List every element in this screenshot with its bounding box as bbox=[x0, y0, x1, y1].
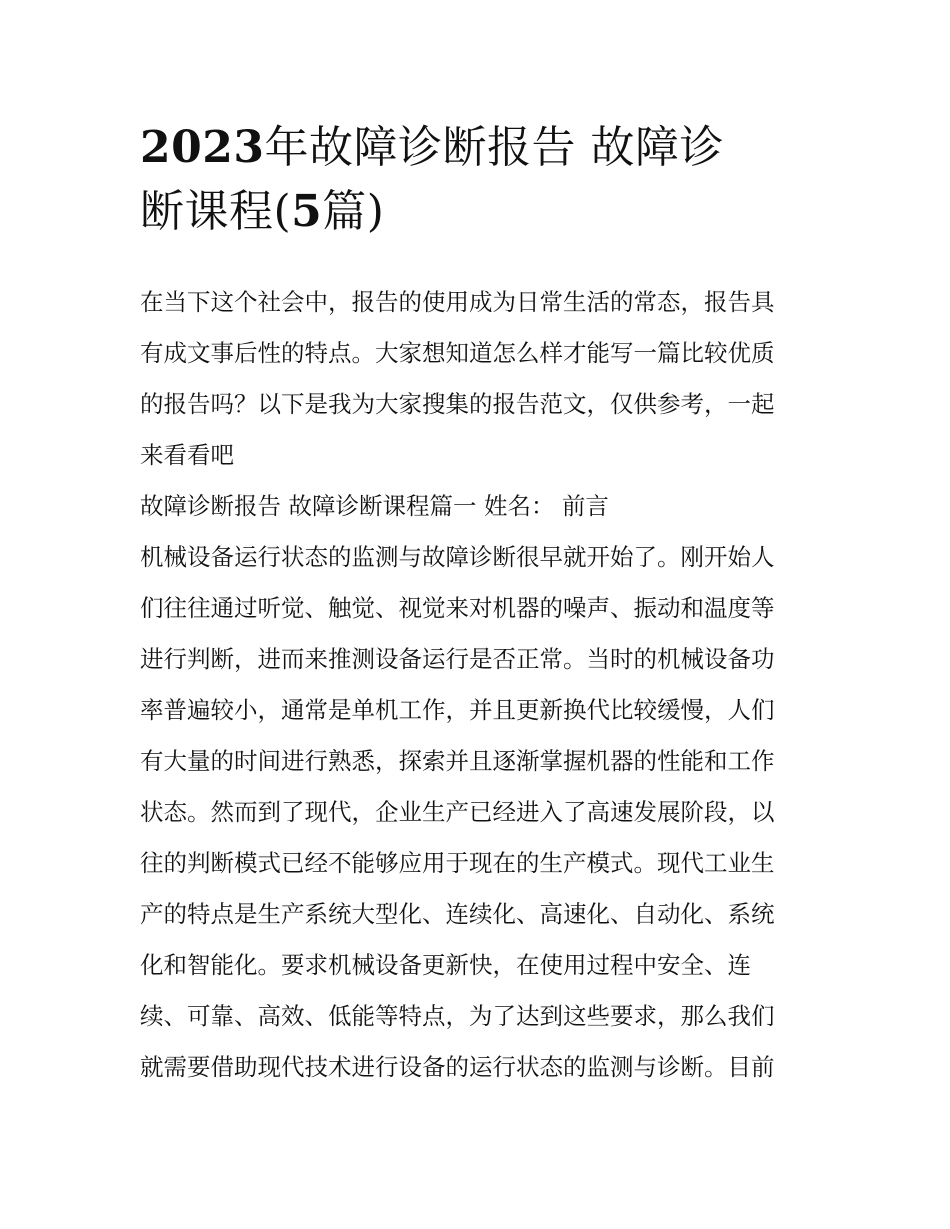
intro-line: 在当下这个社会中，报告的使用成为日常生活的常态，报告具 bbox=[140, 288, 775, 316]
intro-line: 的报告吗？以下是我为大家搜集的报告范文，仅供参考，一起 bbox=[140, 390, 775, 418]
body-line: 续、可靠、高效、低能等特点，为了达到这些要求，那么我们 bbox=[140, 1002, 775, 1030]
body-line: 进行判断，进而来推测设备运行是否正常。当时的机械设备功 bbox=[140, 645, 775, 673]
body-line: 化和智能化。要求机械设备更新快，在使用过程中安全、连 bbox=[140, 951, 751, 979]
title-line2-text-b: 篇) bbox=[322, 186, 385, 237]
document-body bbox=[140, 277, 820, 1093]
title-year: 2023 bbox=[140, 122, 265, 173]
body-line: 率普遍较小，通常是单机工作，并且更新换代比较缓慢，人们 bbox=[140, 696, 775, 724]
intro-line: 有成文事后性的特点。大家想知道怎么样才能写一篇比较优质 bbox=[140, 339, 775, 367]
body-line: 们往往通过听觉、触觉、视觉来对机器的噪声、振动和温度等 bbox=[140, 594, 775, 622]
body-line: 就需要借助现代技术进行设备的运行状态的监测与诊断。目前 bbox=[140, 1053, 775, 1081]
title-line1-text: 年故障诊断报告 故障诊 bbox=[264, 122, 724, 173]
section-heading: 故障诊断报告 故障诊断课程篇一 姓名： 前言 bbox=[140, 492, 609, 520]
body-line: 有大量的时间进行熟悉，探索并且逐渐掌握机器的性能和工作 bbox=[140, 747, 775, 775]
body-line: 状态。然而到了现代，企业生产已经进入了高速发展阶段，以 bbox=[140, 798, 775, 826]
document-title bbox=[140, 116, 820, 244]
body-line: 机械设备运行状态的监测与故障诊断很早就开始了。刚开始人 bbox=[140, 543, 775, 571]
title-line2-text-a: 断课程( bbox=[140, 186, 292, 237]
body-line: 产的特点是生产系统大型化、连续化、高速化、自动化、系统 bbox=[140, 900, 775, 928]
body-line: 往的判断模式已经不能够应用于现在的生产模式。现代工业生 bbox=[140, 849, 775, 877]
title-count: 5 bbox=[291, 186, 323, 237]
intro-line: 来看看吧 bbox=[140, 441, 234, 469]
